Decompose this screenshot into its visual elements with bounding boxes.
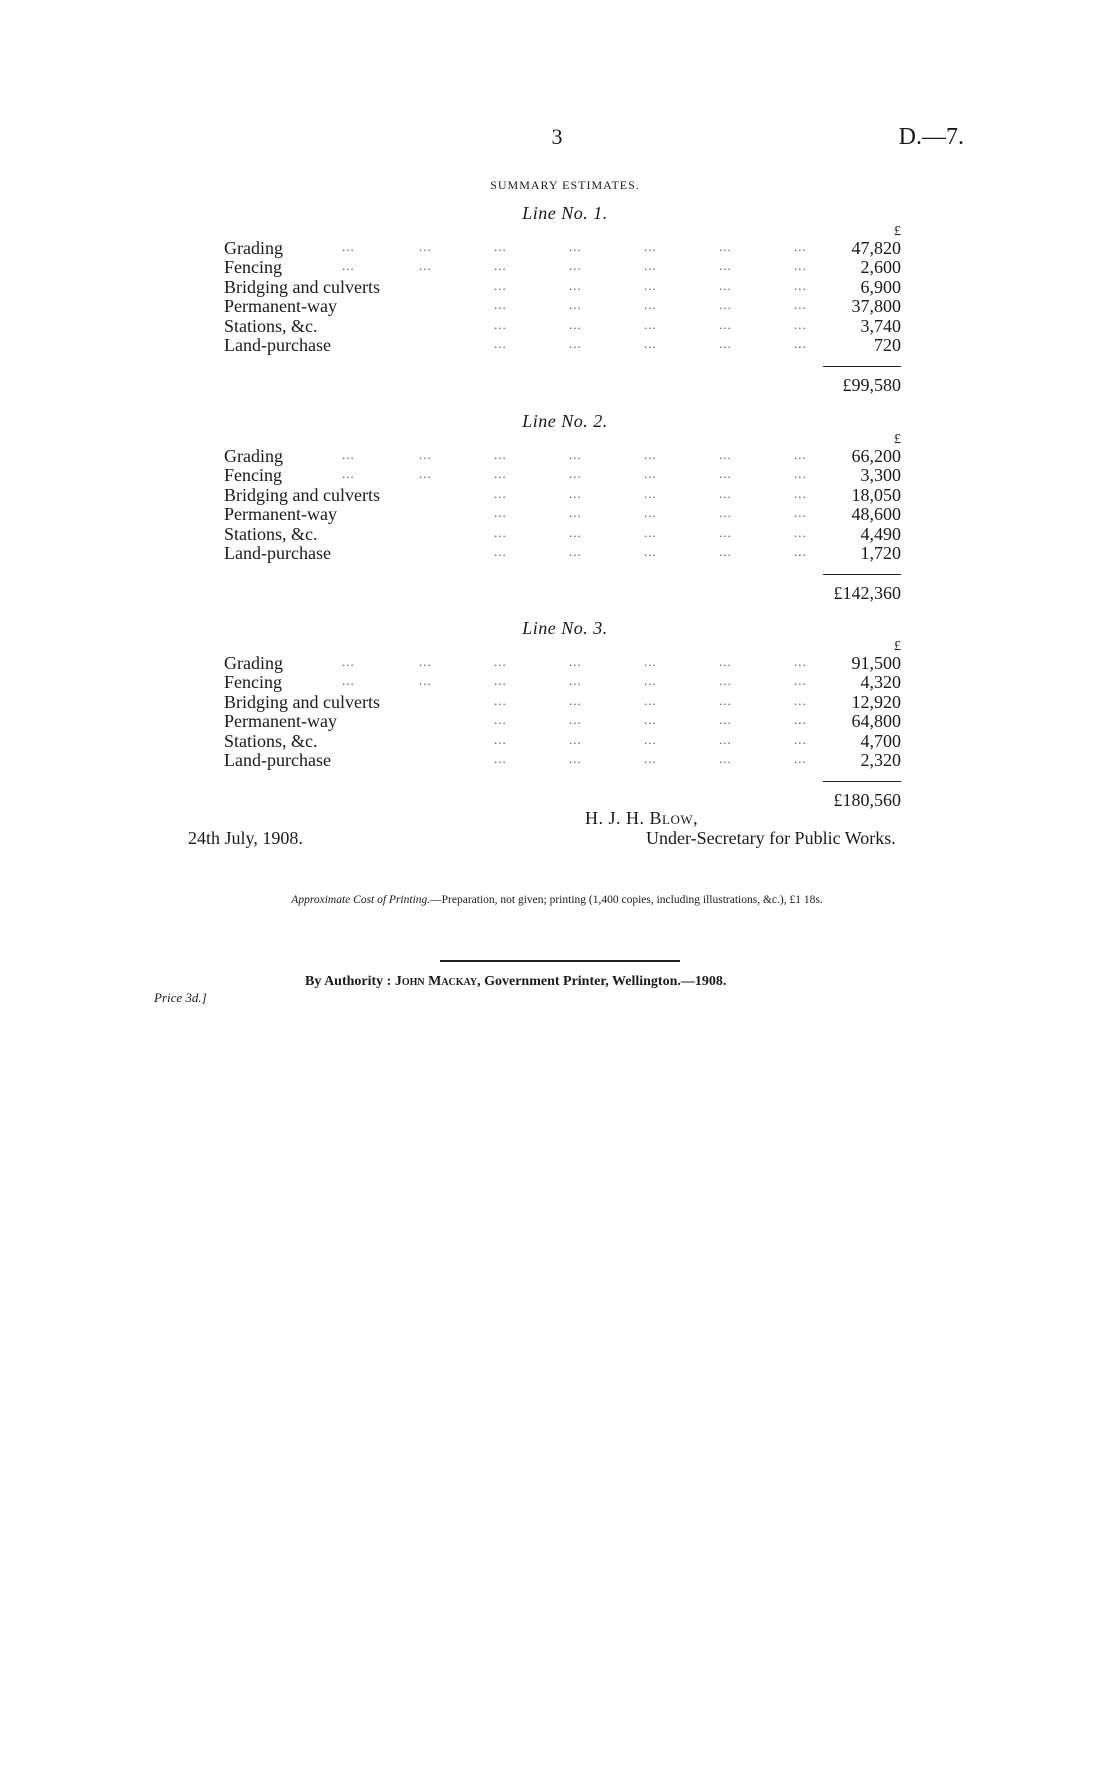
item-label: Stations, &c. (224, 317, 324, 336)
section-heading: SUMMARY ESTIMATES. (490, 178, 640, 192)
table-row: ... ... ... ... ... ... ... Grading 66,200 (224, 446, 901, 466)
table-row: ... ... ... ... ... Stations, &c. 4,700 (224, 730, 901, 751)
table-row: ... ... ... ... ... Land-purchase 720 (224, 334, 901, 355)
table-row: ... ... ... ... ... Stations, &c. 3,740 (224, 315, 901, 336)
item-amount: 91,500 (846, 654, 902, 673)
item-amount: 18,050 (846, 486, 902, 505)
signatory-title: Under-Secretary for Public Works. (646, 828, 896, 848)
item-label: Fencing (224, 673, 288, 692)
item-label: Fencing (224, 466, 288, 485)
table-row: ... ... ... ... ... Land-purchase 2,320 (224, 749, 901, 770)
item-amount: 4,490 (855, 525, 902, 544)
table-row: ... ... ... ... ... ... ... Fencing 3,300 (224, 465, 901, 486)
printer-authority (305, 974, 726, 990)
table-row: ... ... ... ... ... Bridging and culverts 12,920 (224, 691, 901, 712)
item-label: Land-purchase (224, 544, 337, 563)
item-label: Bridging and culverts (224, 693, 386, 712)
total-rule (823, 366, 901, 367)
item-amount: 2,320 (855, 751, 902, 770)
page-number: 3 (551, 124, 563, 149)
item-label: Grading (224, 447, 289, 466)
item-label: Permanent-way (224, 505, 343, 524)
price: Price 3d.] (154, 990, 207, 1005)
currency-symbol: £ (894, 224, 901, 239)
total-rule (823, 781, 901, 782)
item-amount: 47,820 (846, 239, 902, 258)
authority-prefix: By Authority : (305, 974, 392, 989)
table-row: ... ... ... ... ... ... ... Fencing 2,600 (224, 257, 901, 278)
table-row: ... ... ... ... ... Permanent-way 37,800 (224, 296, 901, 317)
item-amount: 48,600 (846, 505, 902, 524)
footer-rule (440, 960, 680, 962)
item-amount: 6,900 (855, 278, 902, 297)
item-label: Fencing (224, 258, 288, 277)
line-total: £142,360 (833, 583, 901, 604)
table-row: ... ... ... ... ... ... ... Grading 91,500 (224, 653, 901, 673)
item-amount: 3,300 (855, 466, 902, 485)
currency-symbol: £ (894, 639, 901, 654)
item-amount: 4,700 (855, 732, 902, 751)
signatory-name: H. J. H. Blow, (585, 808, 699, 828)
estimate-table (224, 433, 901, 604)
document-reference: D.—7. (898, 124, 964, 150)
item-label: Grading (224, 654, 289, 673)
line-title: Line No. 3. (522, 618, 608, 638)
table-row: ... ... ... ... ... ... ... Fencing 4,320 (224, 672, 901, 693)
signature-date: 24th July, 1908. (188, 828, 303, 848)
item-label: Permanent-way (224, 297, 343, 316)
authority-suffix: Government Printer, Wellington.—1908. (484, 974, 727, 989)
item-label: Grading (224, 239, 289, 258)
estimate-table (224, 225, 901, 396)
item-label: Bridging and culverts (224, 486, 386, 505)
item-label: Land-purchase (224, 751, 337, 770)
item-label: Bridging and culverts (224, 278, 386, 297)
item-amount: 4,320 (855, 673, 902, 692)
table-row: ... ... ... ... ... ... ... Grading 47,820 (224, 238, 901, 258)
line-total: £180,560 (833, 790, 901, 811)
estimate-table (224, 640, 901, 811)
currency-symbol: £ (894, 432, 901, 447)
total-rule (823, 574, 901, 575)
item-amount: 64,800 (846, 712, 902, 731)
item-amount: 66,200 (846, 447, 902, 466)
table-row: ... ... ... ... ... Land-purchase 1,720 (224, 542, 901, 563)
printing-cost-note (0, 894, 1114, 906)
line-title: Line No. 1. (522, 203, 608, 223)
table-row: ... ... ... ... ... Bridging and culverts 6,900 (224, 276, 901, 297)
item-label: Permanent-way (224, 712, 343, 731)
item-label: Land-purchase (224, 336, 337, 355)
cost-note-label: Approximate Cost of Printing. (291, 894, 431, 906)
line-total: £99,580 (842, 375, 901, 396)
table-row: ... ... ... ... ... Stations, &c. 4,490 (224, 523, 901, 544)
printer-name: John Mackay, (394, 974, 481, 989)
item-amount: 720 (868, 336, 901, 355)
item-amount: 12,920 (846, 693, 902, 712)
line-title: Line No. 2. (522, 411, 608, 431)
item-label: Stations, &c. (224, 732, 324, 751)
table-row: ... ... ... ... ... Permanent-way 48,600 (224, 504, 901, 525)
item-amount: 2,600 (855, 258, 902, 277)
table-row: ... ... ... ... ... Permanent-way 64,800 (224, 711, 901, 732)
item-amount: 1,720 (855, 544, 902, 563)
item-amount: 3,740 (855, 317, 902, 336)
cost-note-text: —Preparation, not given; printing (1,400 copies, including illustrations, &c.), £1 18s. (430, 894, 823, 906)
item-label: Stations, &c. (224, 525, 324, 544)
table-row: ... ... ... ... ... Bridging and culverts 18,050 (224, 484, 901, 505)
item-amount: 37,800 (846, 297, 902, 316)
